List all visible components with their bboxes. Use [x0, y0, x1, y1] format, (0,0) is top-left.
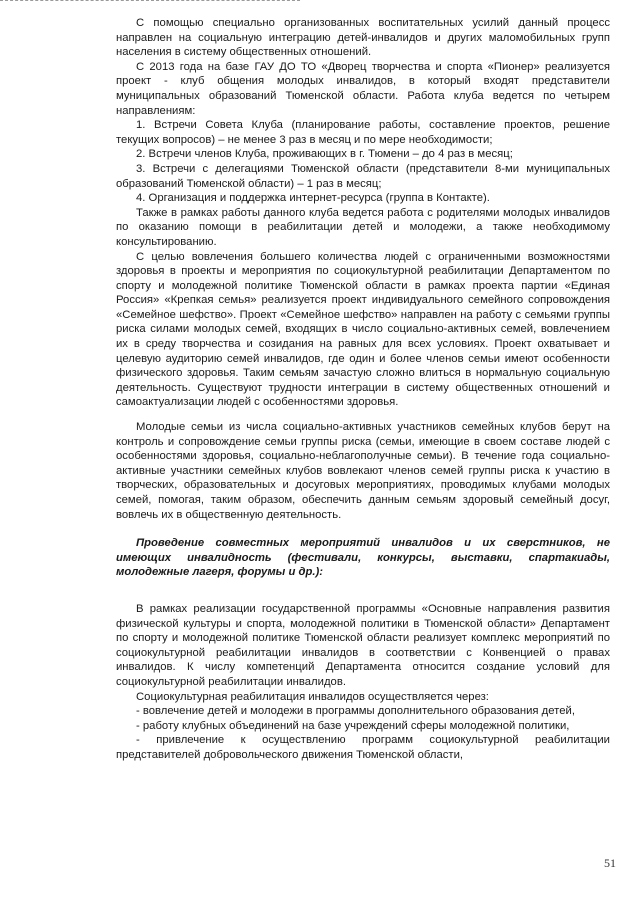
list-item-council-meetings: 1. Встречи Совета Клуба (планирование работы, составление проектов, решение текущих вопросов) – не менее 3 раз в месяц и по мере необходимости;: [116, 119, 610, 146]
paragraph-family-patronage: С целью вовлечения большего количества людей с ограниченными возможностями здоровья в проекты и мероприятия по социокультурной реабилитации Департаментом по спорту и молодежной политике Тюменской области в рамках проекта партии «Единая Россия» «Крепкая семья» реализуется проект индивидуального семейного сопровождения «Семейное шефство». Проект «Семейное шефство» направлен на работу с семьями группы риска силами молодых семей, входящих в число социально-активных семей, вовлечением их в среду творчества и созидания на равных для всех условиях. Проект охватывает и целевую аудиторию семей инвалидов, где один и более членов семьи имеют особенности физического здоровья. Таким семьям зачастую сложно влиться в нормальную социальную деятельность. Существуют трудности интеграции в систему общественных отношений и самоактуализации людей с особенностями здоровья.: [116, 250, 610, 409]
list-item-delegation-meetings: 3. Встречи с делегациями Тюменской области (представители 8-ми муниципальных образований Тюменской области) – 1 раз в месяц;: [116, 162, 610, 190]
paragraph-rehab-intro: Социокультурная реабилитация инвалидов осуществляется через:: [136, 690, 489, 703]
scan-edge-artifact: [0, 0, 300, 5]
paragraph-parents-work: Также в рамках работы данного клуба ведется работа с родителями молодых инвалидов по оказанию помощи в реабилитации детей и молодежи, а также необходимому консультированию.: [116, 206, 610, 248]
section-heading: Проведение совместных мероприятий инвалидов и их сверстников, не имеющих инвалидность (фестивали, конкурсы, выставки, спартакиады, молодежные лагеря, форумы и др.):: [116, 537, 610, 579]
paragraph-integration: С помощью специально организованных воспитательных усилий данный процесс направлен на социальную интеграцию детей-инвалидов и других маломобильных групп населения в систему общественных отношений.: [116, 17, 610, 59]
paragraph-club-project: С 2013 года на базе ГАУ ДО ТО «Дворец творчества и спорта «Пионер» реализуется проект - клуб общения молодых инвалидов, в который входят представители муниципальных образований Тюменской области. Работа клуба ведется по четырем направлениям:: [116, 60, 610, 117]
list-item-member-meetings: 2. Встречи членов Клуба, проживающих в г. Тюмени – до 4 раз в месяц;: [136, 148, 513, 161]
list-item-education: - вовлечение детей и молодежи в программы дополнительного образования детей,: [136, 705, 575, 718]
paragraph-young-families: Молодые семьи из числа социально-активных участников семейных клубов берут на контроль и сопровождение семьи группы риска (семьи, имеющие в своем составе людей с особенностями здоровья, социально-неблагополучные семьи). В течение года социально-активные участники семейных клубов вовлекают членов семей группы риска к участию в творческих, образовательных и досуговых мероприятиях, проводимых клубами молодых семей, помогая, таким образом, обеспечить данным семьям здоровый семейный досуг, вовлечь их в общественную деятельность.: [116, 421, 610, 521]
list-item-volunteers: - привлечение к осуществлению программ социокультурной реабилитации представителей добровольческого движения Тюменской области,: [116, 734, 610, 761]
document-page: [116, 16, 610, 763]
list-item-clubs: - работу клубных объединений на базе учреждений сферы молодежной политики,: [136, 719, 570, 732]
page-number: 51: [604, 856, 616, 870]
list-item-internet-resource: 4. Организация и поддержка интернет-ресурса (группа в Контакте).: [136, 192, 490, 205]
paragraph-state-program: В рамках реализации государственной программы «Основные направления развития физической культуры и спорта, молодежной политики в Тюменской области» Департамент по спорту и молодежной политике Тюменской области реализует комплекс мероприятий по социокультурной реабилитации инвалидов в соответствии с Конвенцией о правах инвалидов. К числу компетенций Департамента относится создание условий для социокультурной реабилитации инвалидов.: [116, 602, 610, 688]
